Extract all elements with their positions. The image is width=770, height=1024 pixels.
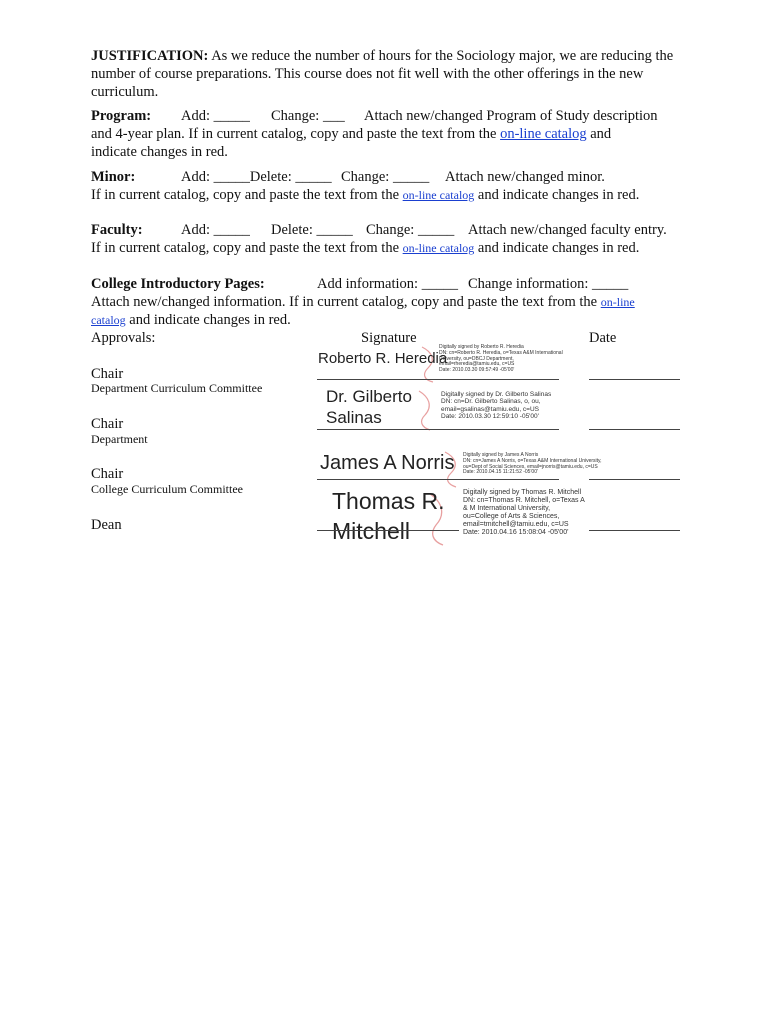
- signature-meta-line: Date: 2010.04.15 11:21:52 -05'00': [463, 469, 538, 476]
- signer-name: [332, 486, 444, 546]
- minor-label: Minor:: [91, 169, 136, 185]
- program-line2-text: and 4-year plan. If in current catalog, copy and paste the text from the: [91, 126, 497, 142]
- signature-meta-line: Date: 2010.03.30 09:57:49 -05'00': [439, 367, 515, 373]
- signer-name: [326, 386, 412, 428]
- faculty-line2-end: and indicate changes in red.: [477, 240, 640, 256]
- signature-meta-line: DN: cn=James A Norris, o=Texas A&M International University,: [463, 457, 602, 464]
- program-add-field: Add: _____: [181, 108, 250, 124]
- signature-meta-line: Digitally signed by Roberto R. Heredia: [439, 344, 524, 350]
- signature-meta-line: University, ou=DBCJ Department,: [439, 355, 514, 362]
- date-line: [589, 479, 680, 480]
- approvals-label: Approvals:: [91, 330, 156, 346]
- minor-attach-text: Attach new/changed minor.: [445, 169, 605, 185]
- signature-header: Signature: [361, 330, 417, 346]
- approval-role-title: Chair: [91, 466, 124, 482]
- date-line: [589, 530, 680, 531]
- faculty-change-field: Change: _____: [366, 222, 455, 238]
- signature-line: [317, 429, 559, 430]
- approval-role-subtitle: Department Curriculum Committee: [91, 381, 263, 395]
- signature-metadata: [441, 391, 551, 421]
- program-line3: indicate changes in red.: [91, 144, 228, 160]
- date-line: [589, 379, 680, 380]
- college-add-info-field: Add information: _____: [317, 276, 458, 292]
- signature-meta-line: email=tmitchell@tamiu.edu, c=US: [463, 521, 569, 529]
- signature-meta-line: Digitally signed by Dr. Gilberto Salinas: [441, 391, 552, 398]
- college-change-info-field: Change information: _____: [468, 276, 629, 292]
- program-change-field: Change: ___: [271, 108, 345, 124]
- approval-role-title: Chair: [91, 366, 124, 382]
- college-catalog-link-part2[interactable]: catalog: [91, 313, 126, 327]
- signature-meta-line: Digitally signed by James A Norris: [463, 452, 539, 458]
- signature-meta-line: ou=College of Arts & Sciences,: [463, 513, 560, 521]
- signature-line: [317, 530, 459, 531]
- faculty-catalog-link[interactable]: on-line catalog: [402, 241, 475, 255]
- signer-name: Roberto R. Heredia: [318, 350, 448, 367]
- signer-name-line: Dr. Gilberto: [326, 387, 412, 406]
- program-attach-text: Attach new/changed Program of Study description: [364, 108, 658, 124]
- signer-name-line: Mitchell: [332, 518, 410, 544]
- signature-meta-line: DN: cn=Roberto R. Heredia, o=Texas A&M International: [439, 349, 563, 356]
- faculty-line2: [91, 239, 639, 257]
- signature-meta-line: DN: cn=Thomas R. Mitchell, o=Texas A: [463, 497, 585, 505]
- program-line2: [91, 125, 611, 143]
- signature-line: [317, 479, 559, 480]
- faculty-delete-field: Delete: _____: [271, 222, 353, 238]
- justification-label: JUSTIFICATION:: [91, 48, 209, 64]
- signature-meta-line: & M International University,: [463, 505, 551, 513]
- signature-meta-line: DN: cn=Dr. Gilberto Salinas, o, ou,: [441, 398, 541, 406]
- college-label: College Introductory Pages:: [91, 276, 265, 292]
- approval-role-title: Chair: [91, 416, 124, 432]
- date-line: [589, 429, 680, 430]
- minor-line2-text: If in current catalog, copy and paste the text from the: [91, 187, 400, 203]
- college-line2-text: Attach new/changed information. If in current catalog, copy and paste the text from the: [91, 294, 598, 310]
- minor-catalog-link[interactable]: on-line catalog: [402, 188, 475, 202]
- signature-line: [317, 379, 559, 380]
- college-line3: [91, 311, 291, 329]
- program-label: Program:: [91, 108, 152, 124]
- signature-meta-line: ou=Dept of Social Sciences, email=jnorris@tamiu.edu, c=US: [463, 463, 598, 470]
- signature-meta-line: email=gsalinas@tamiu.edu, c=US: [441, 405, 540, 413]
- program-catalog-link[interactable]: on-line catalog: [500, 126, 587, 142]
- faculty-add-field: Add: _____: [181, 222, 250, 238]
- minor-line2: [91, 186, 639, 204]
- signer-name-line: Thomas R.: [332, 488, 445, 514]
- signature-metadata: [439, 345, 563, 374]
- approval-role-title: Dean: [91, 517, 122, 533]
- approval-role-subtitle: College Curriculum Committee: [91, 482, 243, 496]
- faculty-attach-text: Attach new/changed faculty entry.: [468, 222, 667, 238]
- signer-name: James A Norris: [320, 452, 455, 474]
- minor-change-field: Change: _____: [341, 169, 430, 185]
- date-header: Date: [589, 330, 617, 346]
- justification-text: As we reduce the number of hours for the Sociology major, we are reducing the number of course preparations. This course does not fit well with the other offerings in the new curriculum.: [91, 48, 674, 100]
- college-line3-text: and indicate changes in red.: [129, 312, 291, 328]
- faculty-label: Faculty:: [91, 222, 143, 238]
- signature-mark-icon: [414, 388, 440, 432]
- justification-paragraph: [91, 47, 681, 101]
- signature-meta-line: email=rheredia@tamiu.edu, c=US: [439, 361, 515, 368]
- signature-metadata: [463, 489, 585, 537]
- signature-metadata: [463, 453, 602, 476]
- minor-add-delete-field: Add: _____Delete: _____: [181, 169, 332, 185]
- signature-meta-line: Date: 2010.03.30 12:59:10 -05'00': [441, 413, 539, 421]
- signature-meta-line: Date: 2010.04.16 15:08:04 -05'00': [463, 529, 569, 537]
- signature-meta-line: Digitally signed by Thomas R. Mitchell: [463, 489, 582, 496]
- college-line2: [91, 293, 635, 311]
- faculty-line2-text: If in current catalog, copy and paste the text from the: [91, 240, 400, 256]
- signer-name-line: Salinas: [326, 408, 382, 427]
- college-catalog-link-part1[interactable]: on-line: [600, 295, 635, 309]
- program-line2-end: and: [590, 126, 612, 142]
- minor-line2-end: and indicate changes in red.: [477, 187, 640, 203]
- approval-role-subtitle: Department: [91, 432, 148, 446]
